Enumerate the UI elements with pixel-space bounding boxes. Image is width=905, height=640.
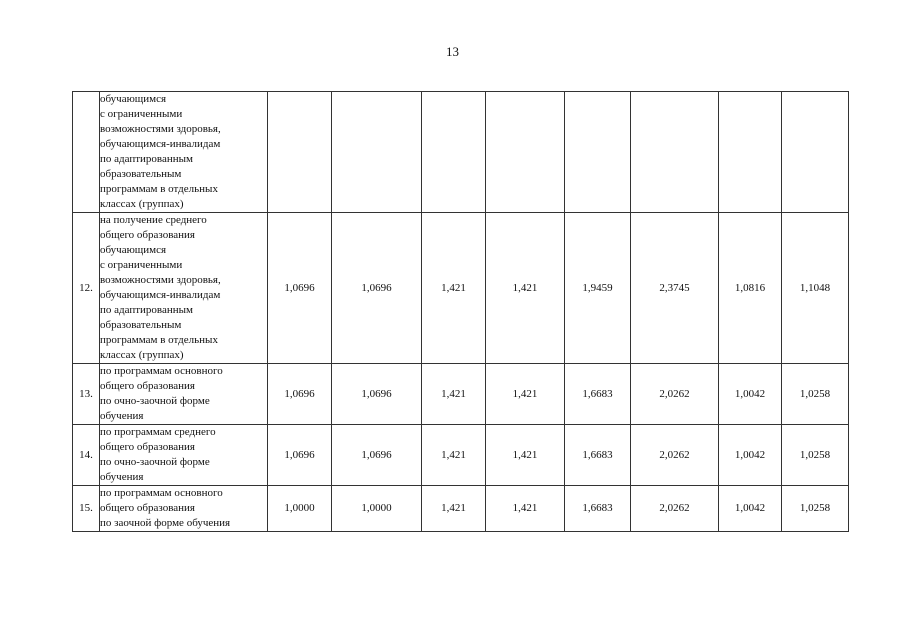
description-line: по адаптированным xyxy=(100,304,193,316)
description-line: по очно-заочной форме xyxy=(100,456,210,468)
coefficient-cell: 1,0258 xyxy=(782,425,849,486)
row-number: 12. xyxy=(73,213,100,364)
description-line: обучения xyxy=(100,471,144,483)
table-row xyxy=(73,425,849,486)
coefficient-cell: 1,0042 xyxy=(719,486,782,532)
description-line: обучающимся-инвалидам xyxy=(100,289,221,301)
description-line: обучения xyxy=(100,410,144,422)
coefficient-cell xyxy=(782,92,849,213)
row-number xyxy=(73,92,100,213)
description-line: образовательным xyxy=(100,168,182,180)
description-line: возможностями здоровья, xyxy=(100,274,221,286)
row-description xyxy=(100,92,268,213)
coefficient-cell: 1,0696 xyxy=(268,425,332,486)
row-number: 13. xyxy=(73,364,100,425)
description-line: общего образования xyxy=(100,229,195,241)
description-line: по заочной форме обучения xyxy=(100,517,231,529)
description-line: программам в отдельных xyxy=(100,183,218,195)
coefficient-cell: 1,421 xyxy=(486,486,565,532)
coefficient-cell: 1,0258 xyxy=(782,486,849,532)
coefficient-cell: 1,6683 xyxy=(565,486,631,532)
coefficient-cell: 1,0042 xyxy=(719,425,782,486)
table-row xyxy=(73,213,849,364)
row-description xyxy=(100,425,268,486)
coefficient-cell: 1,6683 xyxy=(565,425,631,486)
table-row xyxy=(73,486,849,532)
description-line: с ограниченными xyxy=(100,108,183,120)
coefficient-cell xyxy=(565,92,631,213)
coefficient-cell: 1,0042 xyxy=(719,364,782,425)
description-line: обучающимся xyxy=(100,244,167,256)
row-description xyxy=(100,364,268,425)
coefficient-cell: 1,0696 xyxy=(332,364,422,425)
coefficient-cell xyxy=(631,92,719,213)
coefficient-cell: 1,421 xyxy=(422,213,486,364)
description-line: общего образования xyxy=(100,380,195,392)
coefficient-cell: 2,0262 xyxy=(631,486,719,532)
description-line: общего образования xyxy=(100,502,195,514)
description-line: классах (группах) xyxy=(100,349,184,361)
coefficient-cell xyxy=(719,92,782,213)
coefficient-cell xyxy=(422,92,486,213)
coefficient-cell xyxy=(332,92,422,213)
description-line: возможностями здоровья, xyxy=(100,123,221,135)
coefficient-cell: 1,421 xyxy=(422,364,486,425)
coefficient-cell: 1,9459 xyxy=(565,213,631,364)
row-number: 15. xyxy=(73,486,100,532)
coefficient-cell: 1,421 xyxy=(486,364,565,425)
coefficient-cell: 1,0696 xyxy=(268,213,332,364)
description-line: обучающимся-инвалидам xyxy=(100,138,221,150)
description-line: программам в отдельных xyxy=(100,334,218,346)
coefficient-cell: 1,0816 xyxy=(719,213,782,364)
table-row xyxy=(73,364,849,425)
description-line: по очно-заочной форме xyxy=(100,395,210,407)
coefficient-cell: 1,421 xyxy=(422,425,486,486)
description-line: образовательным xyxy=(100,319,182,331)
description-line: на получение среднего xyxy=(100,214,207,226)
coefficient-cell: 1,0696 xyxy=(332,425,422,486)
coefficient-cell: 2,0262 xyxy=(631,425,719,486)
coefficient-cell: 1,0696 xyxy=(332,213,422,364)
row-description xyxy=(100,486,268,532)
coefficient-cell: 1,421 xyxy=(486,425,565,486)
coefficient-cell: 1,421 xyxy=(486,213,565,364)
table-row xyxy=(73,92,849,213)
row-description xyxy=(100,213,268,364)
coefficient-cell: 2,3745 xyxy=(631,213,719,364)
coefficient-cell: 1,0696 xyxy=(268,364,332,425)
row-number: 14. xyxy=(73,425,100,486)
coefficient-cell: 1,0000 xyxy=(268,486,332,532)
description-line: по адаптированным xyxy=(100,153,193,165)
coefficients-table xyxy=(72,91,849,532)
coefficient-cell: 1,0258 xyxy=(782,364,849,425)
coefficient-cell xyxy=(486,92,565,213)
description-line: классах (группах) xyxy=(100,198,184,210)
description-line: общего образования xyxy=(100,441,195,453)
description-line: по программам основного xyxy=(100,487,223,499)
page-number: 13 xyxy=(446,44,459,59)
description-line: обучающимся xyxy=(100,93,167,105)
coefficient-cell xyxy=(268,92,332,213)
coefficient-cell: 1,1048 xyxy=(782,213,849,364)
description-line: по программам основного xyxy=(100,365,223,377)
coefficient-cell: 1,6683 xyxy=(565,364,631,425)
coefficient-cell: 1,421 xyxy=(422,486,486,532)
description-line: по программам среднего xyxy=(100,426,216,438)
coefficient-cell: 1,0000 xyxy=(332,486,422,532)
coefficient-cell: 2,0262 xyxy=(631,364,719,425)
description-line: с ограниченными xyxy=(100,259,183,271)
